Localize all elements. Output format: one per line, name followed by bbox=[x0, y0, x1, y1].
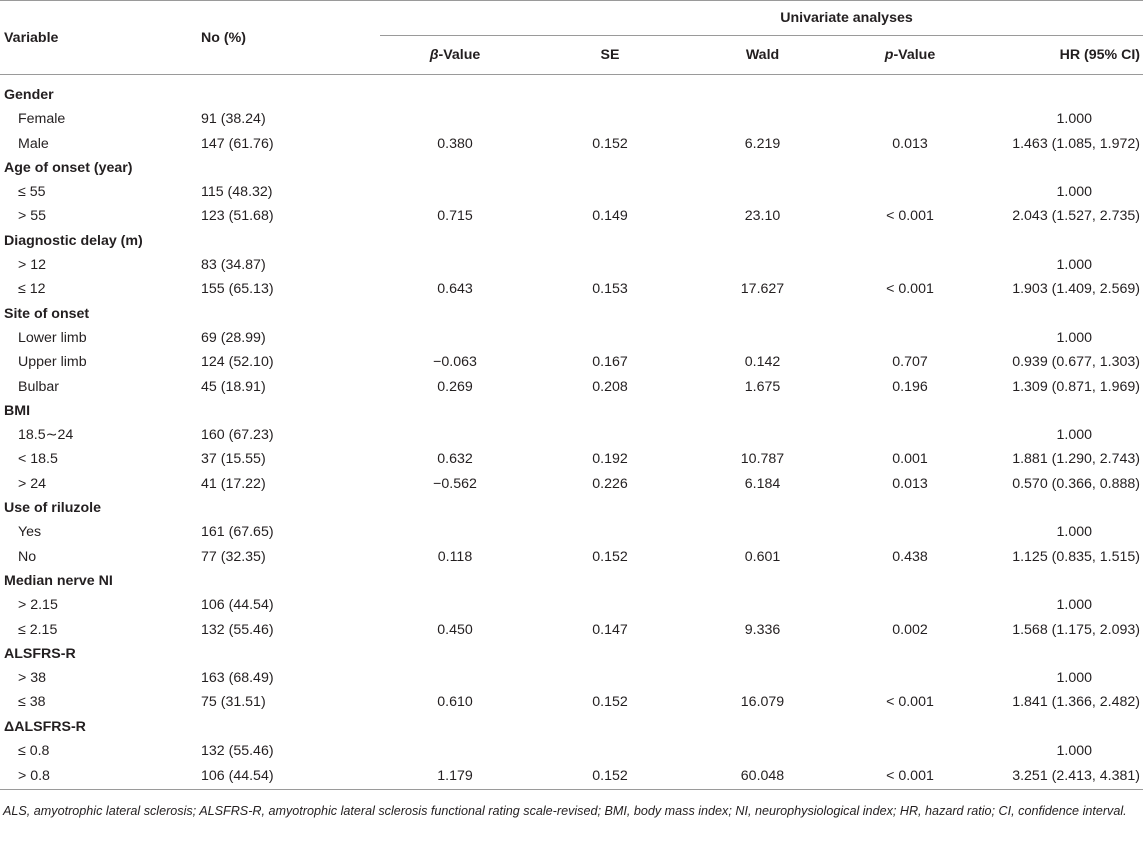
row-hr-ci: 0.570 (0.366, 0.888) bbox=[1012, 475, 1140, 492]
table-group-row bbox=[0, 715, 1143, 739]
row-beta: 0.643 bbox=[437, 281, 473, 298]
header-variable: Variable bbox=[4, 29, 59, 46]
row-p-value bbox=[835, 593, 985, 617]
table-row bbox=[0, 350, 1143, 374]
row-se: 0.152 bbox=[592, 135, 628, 152]
row-p-value: < 0.001 bbox=[886, 208, 934, 225]
row-beta: 0.380 bbox=[437, 135, 473, 152]
row-beta: −0.562 bbox=[433, 475, 477, 492]
header-beta-value bbox=[380, 36, 530, 75]
row-se: 0.152 bbox=[592, 548, 628, 565]
row-count: 115 (48.32) bbox=[201, 184, 273, 201]
row-wald bbox=[690, 666, 835, 690]
row-p-value: < 0.001 bbox=[886, 281, 934, 298]
table-row bbox=[0, 180, 1143, 204]
row-p-value bbox=[835, 253, 985, 277]
row-p-value: 0.707 bbox=[892, 354, 928, 371]
group-name: Site of onset bbox=[4, 305, 90, 322]
row-wald: 1.675 bbox=[744, 378, 781, 395]
row-count: 123 (51.68) bbox=[201, 208, 274, 225]
row-wald bbox=[690, 593, 835, 617]
row-count: 161 (67.65) bbox=[201, 524, 274, 541]
row-p-value: 0.013 bbox=[892, 135, 928, 152]
table-row bbox=[0, 545, 1143, 569]
row-p-value: 0.013 bbox=[892, 475, 928, 492]
row-count: 155 (65.13) bbox=[201, 281, 274, 298]
row-p-value: 0.196 bbox=[892, 378, 928, 395]
row-hr-ci: 1.000 bbox=[1056, 184, 1092, 201]
row-label: Bulbar bbox=[18, 378, 60, 395]
row-label: > 12 bbox=[18, 257, 47, 274]
row-label: No bbox=[18, 548, 37, 565]
row-label: > 0.8 bbox=[0, 763, 190, 790]
row-se: 0.167 bbox=[592, 354, 628, 371]
table-group-row bbox=[0, 156, 1143, 180]
row-se: 0.152 bbox=[592, 694, 628, 711]
header-p-value bbox=[835, 36, 985, 75]
row-se: 0.208 bbox=[592, 378, 628, 395]
row-wald bbox=[690, 423, 835, 447]
row-beta: 0.715 bbox=[437, 208, 473, 225]
row-hr-ci: 3.251 (2.413, 4.381) bbox=[985, 763, 1143, 790]
row-wald: 6.184 bbox=[744, 475, 781, 492]
row-hr-ci: 2.043 (1.527, 2.735) bbox=[1012, 208, 1140, 225]
row-hr-ci: 1.000 bbox=[1056, 524, 1092, 541]
row-count: 132 (55.46) bbox=[201, 621, 274, 638]
row-p-value: < 0.001 bbox=[835, 763, 985, 790]
row-count: 45 (18.91) bbox=[201, 378, 266, 395]
row-p-value bbox=[835, 739, 985, 763]
row-wald: 60.048 bbox=[690, 763, 835, 790]
table-row bbox=[0, 423, 1143, 447]
table-group-row bbox=[0, 302, 1143, 326]
row-hr-ci: 1.000 bbox=[1056, 257, 1092, 274]
row-beta: 0.632 bbox=[437, 451, 473, 468]
row-se bbox=[530, 180, 690, 204]
row-label: > 55 bbox=[18, 208, 47, 225]
row-label: > 24 bbox=[18, 475, 47, 492]
table-group-row bbox=[0, 229, 1143, 253]
p-suffix: -Value bbox=[893, 47, 936, 63]
row-se bbox=[530, 520, 690, 544]
table-row bbox=[0, 763, 1143, 790]
row-label: ≤ 2.15 bbox=[18, 621, 58, 638]
row-se: 0.149 bbox=[592, 208, 628, 225]
row-beta bbox=[380, 253, 530, 277]
row-se bbox=[530, 253, 690, 277]
row-beta bbox=[380, 520, 530, 544]
table-row bbox=[0, 204, 1143, 228]
row-hr-ci: 1.000 bbox=[1056, 111, 1092, 128]
row-wald bbox=[690, 739, 835, 763]
row-count: 160 (67.23) bbox=[201, 427, 274, 444]
header-no-percent: No (%) bbox=[201, 29, 246, 46]
row-p-value: < 0.001 bbox=[886, 694, 934, 711]
row-beta: −0.063 bbox=[433, 354, 477, 371]
row-wald bbox=[690, 326, 835, 350]
row-beta: 0.118 bbox=[437, 548, 473, 565]
header-se: SE bbox=[600, 47, 620, 63]
row-p-value: 0.002 bbox=[892, 621, 928, 638]
row-beta bbox=[380, 180, 530, 204]
header-univariate-analyses: Univariate analyses bbox=[380, 1, 1143, 36]
row-label: Yes bbox=[18, 524, 42, 541]
row-hr-ci: 1.000 bbox=[1056, 427, 1092, 444]
row-label: ≤ 38 bbox=[18, 694, 46, 711]
row-p-value bbox=[835, 326, 985, 350]
table-header bbox=[0, 1, 1143, 75]
row-label: > 2.15 bbox=[18, 597, 58, 614]
row-label: ≤ 55 bbox=[18, 184, 46, 201]
row-beta bbox=[380, 423, 530, 447]
row-count: 147 (61.76) bbox=[201, 135, 274, 152]
group-name: ΔALSFRS-R bbox=[4, 718, 86, 735]
row-label: Female bbox=[18, 111, 66, 128]
table-footnote: ALS, amyotrophic lateral sclerosis; ALSFRS-R, amyotrophic lateral sclerosis functional rating scale-revised; BMI, body mass index; NI, neurophysiological index; HR, hazard ratio; CI, confidence interval. bbox=[3, 804, 1127, 818]
row-beta bbox=[380, 666, 530, 690]
row-hr-ci: 1.000 bbox=[1056, 670, 1092, 687]
row-se bbox=[530, 666, 690, 690]
row-label: Male bbox=[18, 135, 49, 152]
group-name: Median nerve NI bbox=[4, 572, 113, 589]
row-hr-ci: 0.939 (0.677, 1.303) bbox=[1012, 354, 1140, 371]
row-beta: 1.179 bbox=[380, 763, 530, 790]
beta-symbol: β bbox=[429, 47, 439, 63]
table-group-row bbox=[0, 496, 1143, 520]
row-se: 0.192 bbox=[592, 451, 628, 468]
row-beta bbox=[380, 326, 530, 350]
row-label: > 38 bbox=[18, 670, 47, 687]
row-hr-ci: 1.000 bbox=[1056, 329, 1092, 346]
row-p-value bbox=[835, 520, 985, 544]
row-count: 132 (55.46) bbox=[201, 743, 274, 760]
table-group-row bbox=[0, 75, 1143, 108]
row-beta: 0.610 bbox=[437, 694, 473, 711]
row-count: 83 (34.87) bbox=[201, 257, 266, 274]
row-se bbox=[530, 593, 690, 617]
row-count: 41 (17.22) bbox=[201, 475, 266, 492]
row-se bbox=[530, 739, 690, 763]
row-wald: 16.079 bbox=[740, 694, 785, 711]
table-row bbox=[0, 739, 1143, 763]
table-row bbox=[0, 472, 1143, 496]
beta-suffix: -Value bbox=[438, 47, 481, 63]
row-wald: 10.787 bbox=[740, 451, 785, 468]
table-group-row bbox=[0, 642, 1143, 666]
table-row bbox=[0, 447, 1143, 471]
row-hr-ci: 1.000 bbox=[1056, 597, 1092, 614]
table-row bbox=[0, 520, 1143, 544]
table-row bbox=[0, 253, 1143, 277]
table-row bbox=[0, 666, 1143, 690]
row-se: 0.226 bbox=[592, 475, 628, 492]
row-hr-ci: 1.568 (1.175, 2.093) bbox=[1012, 621, 1140, 638]
row-count: 77 (32.35) bbox=[201, 548, 266, 565]
header-wald: Wald bbox=[745, 47, 780, 63]
table-row bbox=[0, 132, 1143, 156]
row-wald: 23.10 bbox=[744, 208, 781, 225]
row-count: 75 (31.51) bbox=[201, 694, 266, 711]
group-name: Diagnostic delay (m) bbox=[4, 232, 143, 249]
row-wald: 9.336 bbox=[744, 621, 781, 638]
row-hr-ci: 1.125 (0.835, 1.515) bbox=[1012, 548, 1140, 565]
row-hr-ci: 1.841 (1.366, 2.482) bbox=[1012, 694, 1140, 711]
row-count: 91 (38.24) bbox=[201, 111, 266, 128]
group-name: Gender bbox=[4, 87, 54, 103]
table-row bbox=[0, 593, 1143, 617]
row-count: 124 (52.10) bbox=[201, 354, 274, 371]
row-wald: 0.601 bbox=[744, 548, 781, 565]
row-label: 18.5∼24 bbox=[18, 427, 74, 444]
row-wald bbox=[690, 253, 835, 277]
row-count: 106 (44.54) bbox=[201, 597, 274, 614]
row-wald: 17.627 bbox=[740, 281, 785, 298]
table-group-row bbox=[0, 399, 1143, 423]
table-row bbox=[0, 326, 1143, 350]
row-count: 37 (15.55) bbox=[201, 451, 266, 468]
row-wald: 0.142 bbox=[744, 354, 781, 371]
table-row bbox=[0, 375, 1143, 399]
table-row bbox=[0, 618, 1143, 642]
group-name: Age of onset (year) bbox=[4, 159, 133, 176]
row-p-value bbox=[835, 423, 985, 447]
row-hr-ci: 1.000 bbox=[1056, 743, 1092, 760]
header-hr-ci: HR (95% CI) bbox=[1059, 47, 1140, 63]
row-wald: 6.219 bbox=[744, 135, 781, 152]
row-p-value bbox=[835, 107, 985, 131]
row-se: 0.152 bbox=[530, 763, 690, 790]
row-label: ≤ 12 bbox=[18, 281, 46, 298]
row-hr-ci: 1.309 (0.871, 1.969) bbox=[1012, 378, 1140, 395]
group-name: BMI bbox=[4, 402, 31, 419]
row-se bbox=[530, 107, 690, 131]
row-beta bbox=[380, 739, 530, 763]
table-row bbox=[0, 277, 1143, 301]
row-label: ≤ 0.8 bbox=[18, 743, 50, 760]
row-beta: 0.450 bbox=[437, 621, 473, 638]
row-count: 69 (28.99) bbox=[201, 329, 266, 346]
row-p-value bbox=[835, 180, 985, 204]
row-label: Lower limb bbox=[18, 329, 87, 346]
table-body bbox=[0, 75, 1143, 790]
row-beta: 0.269 bbox=[437, 378, 473, 395]
row-count: 163 (68.49) bbox=[201, 670, 274, 687]
row-beta bbox=[380, 107, 530, 131]
row-se bbox=[530, 423, 690, 447]
row-wald bbox=[690, 180, 835, 204]
row-count: 106 (44.54) bbox=[190, 763, 380, 790]
table-group-row bbox=[0, 569, 1143, 593]
row-beta bbox=[380, 593, 530, 617]
row-hr-ci: 1.903 (1.409, 2.569) bbox=[1012, 281, 1140, 298]
row-hr-ci: 1.463 (1.085, 1.972) bbox=[1012, 135, 1140, 152]
row-se: 0.147 bbox=[592, 621, 628, 638]
row-label: Upper limb bbox=[18, 354, 87, 371]
row-p-value bbox=[835, 666, 985, 690]
row-hr-ci: 1.881 (1.290, 2.743) bbox=[1012, 451, 1140, 468]
table-row bbox=[0, 690, 1143, 714]
row-label: < 18.5 bbox=[18, 451, 58, 468]
p-symbol: p bbox=[884, 47, 894, 63]
row-p-value: 0.001 bbox=[892, 451, 928, 468]
row-se bbox=[530, 326, 690, 350]
row-p-value: 0.438 bbox=[892, 548, 928, 565]
group-name: ALSFRS-R bbox=[4, 645, 76, 662]
row-se: 0.153 bbox=[592, 281, 628, 298]
group-name: Use of riluzole bbox=[4, 500, 101, 517]
table-row bbox=[0, 107, 1143, 131]
row-wald bbox=[690, 107, 835, 131]
row-wald bbox=[690, 520, 835, 544]
